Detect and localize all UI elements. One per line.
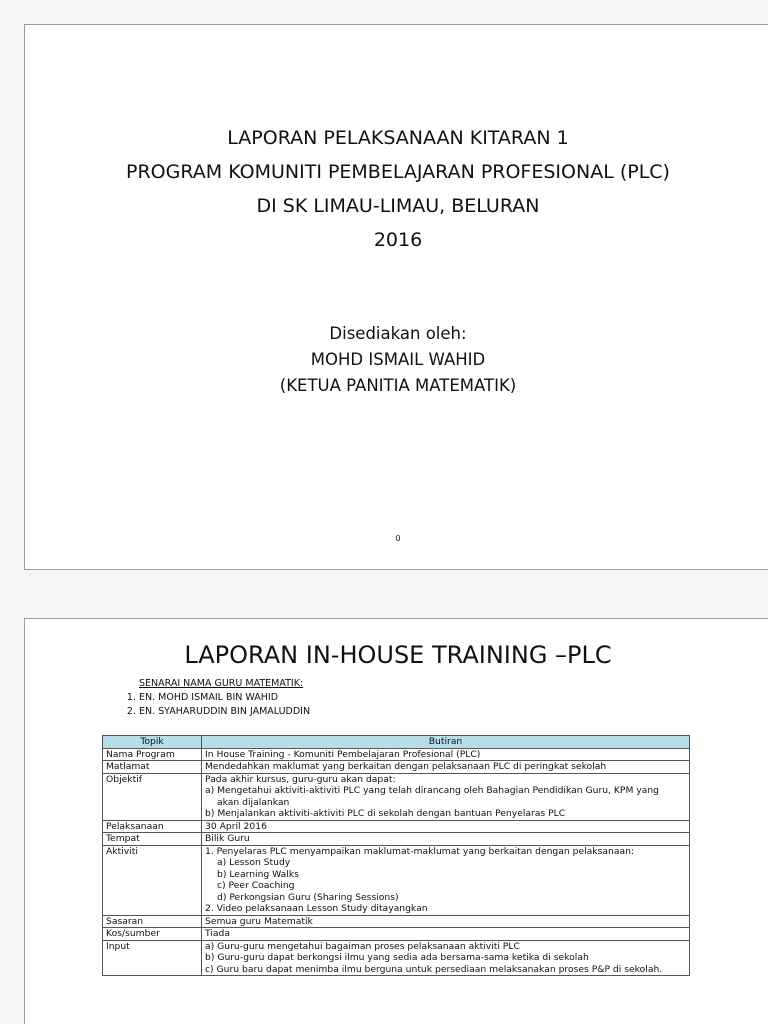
teacher-list: [121, 677, 310, 719]
list-item: 2. EN. SYAHARUDDIN BIN JAMALUDDIN: [139, 705, 310, 719]
detail-line: 30 April 2016: [205, 820, 267, 832]
cell-details: [202, 748, 690, 761]
detail-line: a) Mengetahui aktiviti-aktiviti PLC yang telah dirancang oleh Bahagian Pendidikan Guru, KPM yang: [205, 785, 660, 796]
cell-topic: Nama Program: [103, 748, 202, 761]
cell-topic: Pelaksanaan: [103, 820, 202, 833]
table-header-row: [103, 736, 690, 749]
slide-1: [24, 24, 768, 570]
title-line-3: DI SK LIMAU-LIMAU, BELURAN: [256, 195, 540, 217]
slide-2: [24, 618, 768, 1024]
detail-line: 2. Video pelaksanaan Lesson Study ditayangkan: [205, 903, 428, 914]
table-row: [103, 761, 690, 774]
header-details: Butiran: [202, 736, 690, 749]
prepared-by-block: [25, 321, 768, 399]
detail-line: c) Guru baru dapat menimba ilmu berguna untuk persediaan melaksanakan proses P&P di sekolah.: [205, 963, 663, 975]
detail-line: b) Learning Walks: [217, 868, 299, 880]
cell-topic: Sasaran: [103, 915, 202, 928]
table-row: [103, 928, 690, 941]
table-row: [103, 915, 690, 928]
title-line-4: 2016: [373, 229, 423, 251]
header-topic: Topik: [103, 736, 202, 749]
cell-details: [202, 928, 690, 941]
detail-line: In House Training - Komuniti Pembelajaran Profesional (PLC): [205, 748, 481, 760]
slide-title: LAPORAN IN-HOUSE TRAINING –PLC: [184, 641, 612, 669]
detail-line: d) Perkongsian Guru (Sharing Sessions): [217, 891, 399, 903]
title-line-1: LAPORAN PELAKSANAAN KITARAN 1: [227, 127, 569, 149]
author-role: (KETUA PANITIA MATEMATIK): [279, 376, 517, 395]
detail-line: a) Guru-guru mengetahui bagaiman proses pelaksanaan aktiviti PLC: [205, 940, 520, 952]
page-number: 0: [395, 534, 401, 543]
cell-details: [202, 820, 690, 833]
detail-line: 1. Penyelaras PLC menyampaikan maklumat-maklumat yang berkaitan dengan pelaksanaan:: [205, 845, 635, 857]
table-row: [103, 773, 690, 820]
teacher-list-heading: SENARAI NAMA GURU MATEMATIK:: [139, 678, 304, 689]
cell-topic: Objektif: [103, 773, 202, 820]
table-row: [103, 940, 690, 976]
report-title: [25, 121, 768, 257]
detail-line: c) Peer Coaching: [217, 880, 295, 891]
detail-line: Bilik Guru: [205, 833, 250, 844]
detail-line: Tiada: [205, 928, 230, 939]
cell-details: [202, 761, 690, 774]
prepared-label: Disediakan oleh:: [329, 324, 467, 343]
title-line-2: PROGRAM KOMUNITI PEMBELAJARAN PROFESIONAL (PLC): [126, 161, 670, 183]
cell-details: [202, 773, 690, 820]
cell-topic: Matlamat: [103, 761, 202, 774]
table-row: [103, 833, 690, 846]
cell-topic: Input: [103, 940, 202, 976]
table-row: [103, 845, 690, 915]
cell-details: [202, 915, 690, 928]
detail-line: Semua guru Matematik: [205, 915, 313, 927]
cell-topic: Aktiviti: [103, 845, 202, 915]
detail-line: Mendedahkan maklumat yang berkaitan dengan pelaksanaan PLC di peringkat sekolah: [205, 761, 607, 772]
detail-line: a) Lesson Study: [217, 857, 291, 868]
list-item: 1. EN. MOHD ISMAIL BIN WAHID: [139, 691, 310, 705]
table-row: [103, 748, 690, 761]
detail-line: Pada akhir kursus, guru-guru akan dapat:: [205, 773, 396, 785]
cell-details: [202, 833, 690, 846]
detail-line: b) Menjalankan aktiviti-aktiviti PLC di sekolah dengan bantuan Penyelaras PLC: [205, 808, 566, 819]
cell-details: [202, 845, 690, 915]
cell-details: [202, 940, 690, 976]
cell-topic: Tempat: [103, 833, 202, 846]
details-table: [102, 735, 690, 976]
detail-line: b) Guru-guru dapat berkongsi ilmu yang sedia ada bersama-sama ketika di sekolah: [205, 952, 589, 963]
cell-topic: Kos/sumber: [103, 928, 202, 941]
table-row: [103, 820, 690, 833]
author-name: MOHD ISMAIL WAHID: [310, 350, 486, 369]
detail-line: akan dijalankan: [217, 796, 290, 808]
